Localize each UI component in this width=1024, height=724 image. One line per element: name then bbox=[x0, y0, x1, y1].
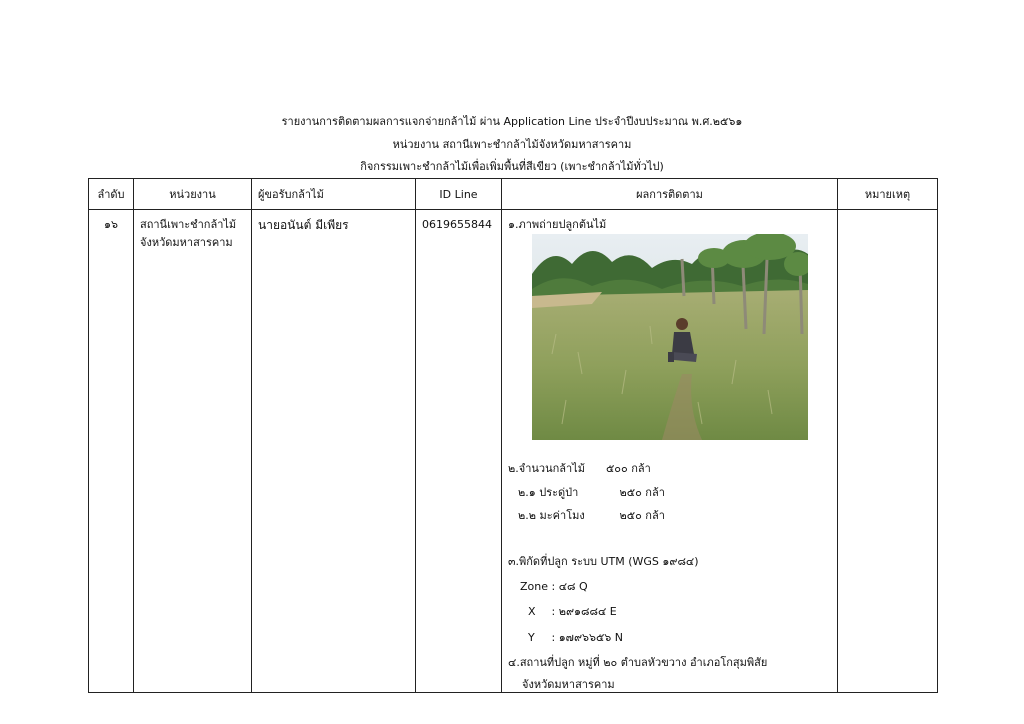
table-header-row bbox=[89, 179, 938, 210]
utm-x-value: : ๒๙๑๘๘๔ E bbox=[551, 605, 617, 618]
seedling-item-2-label: ๒.๒ มะค่าโมง bbox=[518, 509, 585, 522]
seedling-item-2 bbox=[518, 509, 665, 523]
utm-x bbox=[528, 605, 617, 619]
seedling-total-unit: กล้า bbox=[631, 462, 651, 475]
col-header-id-line: ID Line bbox=[416, 179, 502, 210]
location-line-1: ๔.สถานที่ปลูก หมู่ที่ ๒๐ ตำบลหัวขวาง อำเภอโกสุมพิสัย bbox=[508, 656, 768, 669]
remark-value bbox=[838, 210, 937, 222]
seedling-item-2-unit: กล้า bbox=[645, 509, 665, 522]
cell-recipient bbox=[252, 210, 416, 693]
cell-id-line bbox=[416, 210, 502, 693]
cell-order bbox=[89, 210, 134, 693]
agency-text bbox=[134, 210, 251, 258]
seedling-item-1 bbox=[518, 486, 665, 500]
col-header-result: ผลการติดตาม bbox=[502, 179, 838, 210]
seedling-total-value: ๕๐๐ bbox=[605, 462, 628, 475]
seedling-total-label: ๒.จำนวนกล้าไม้ bbox=[508, 462, 585, 475]
col-header-order: ลำดับ bbox=[89, 179, 134, 210]
seedling-item-1-label: ๒.๑ ประดู่ป่า bbox=[518, 486, 579, 499]
seedling-total bbox=[508, 462, 651, 476]
utm-zone: Zone : ๔๘ Q bbox=[520, 580, 588, 593]
report-table bbox=[88, 178, 938, 693]
col-header-agency: หน่วยงาน bbox=[134, 179, 252, 210]
col-header-recipient: ผู้ขอรับกล้าไม้ bbox=[252, 179, 416, 210]
seedling-item-1-value: ๒๕๐ bbox=[619, 486, 642, 499]
planting-photo bbox=[532, 234, 808, 440]
utm-y-value: : ๑๗๙๖๖๕๖ N bbox=[551, 631, 624, 644]
photo-label: ๑.ภาพถ่ายปลูกต้นไม้ bbox=[508, 218, 607, 231]
report-title: รายงานการติดตามผลการแจกจ่ายกล้าไม้ ผ่าน Application Line ประจำปีงบประมาณ พ.ศ.๒๕๖๑ bbox=[281, 115, 743, 128]
id-line-value: 0619655844 bbox=[422, 218, 492, 231]
seedling-item-2-value: ๒๕๐ bbox=[619, 509, 642, 522]
coords-label: ๓.พิกัดที่ปลูก ระบบ UTM (WGS ๑๙๘๔) bbox=[508, 555, 699, 568]
cell-remark bbox=[838, 210, 938, 693]
location-line-2: จังหวัดมหาสารคาม bbox=[522, 678, 615, 691]
utm-y-label: Y bbox=[528, 631, 535, 644]
col-header-remark: หมายเหตุ bbox=[838, 179, 938, 210]
report-agency: หน่วยงาน สถานีเพาะชำกล้าไม้จังหวัดมหาสารคาม bbox=[392, 138, 632, 151]
recipient-name: นายอนันต์ มีเพียร bbox=[258, 218, 349, 232]
utm-x-label: X bbox=[528, 605, 536, 618]
report-activity: กิจกรรมเพาะชำกล้าไม้เพื่อเพิ่มพื้นที่สีเขียว (เพาะชำกล้าไม้ทั่วไป) bbox=[360, 160, 664, 173]
utm-y bbox=[528, 631, 623, 645]
result-content bbox=[502, 210, 837, 692]
seedling-item-1-unit: กล้า bbox=[645, 486, 665, 499]
cell-agency bbox=[134, 210, 252, 693]
agency-line-1: สถานีเพาะชำกล้าไม้ bbox=[140, 218, 237, 231]
table-row bbox=[89, 210, 938, 693]
cell-result bbox=[502, 210, 838, 693]
order-value: ๑๖ bbox=[104, 218, 118, 231]
agency-line-2: จังหวัดมหาสารคาม bbox=[140, 236, 233, 249]
